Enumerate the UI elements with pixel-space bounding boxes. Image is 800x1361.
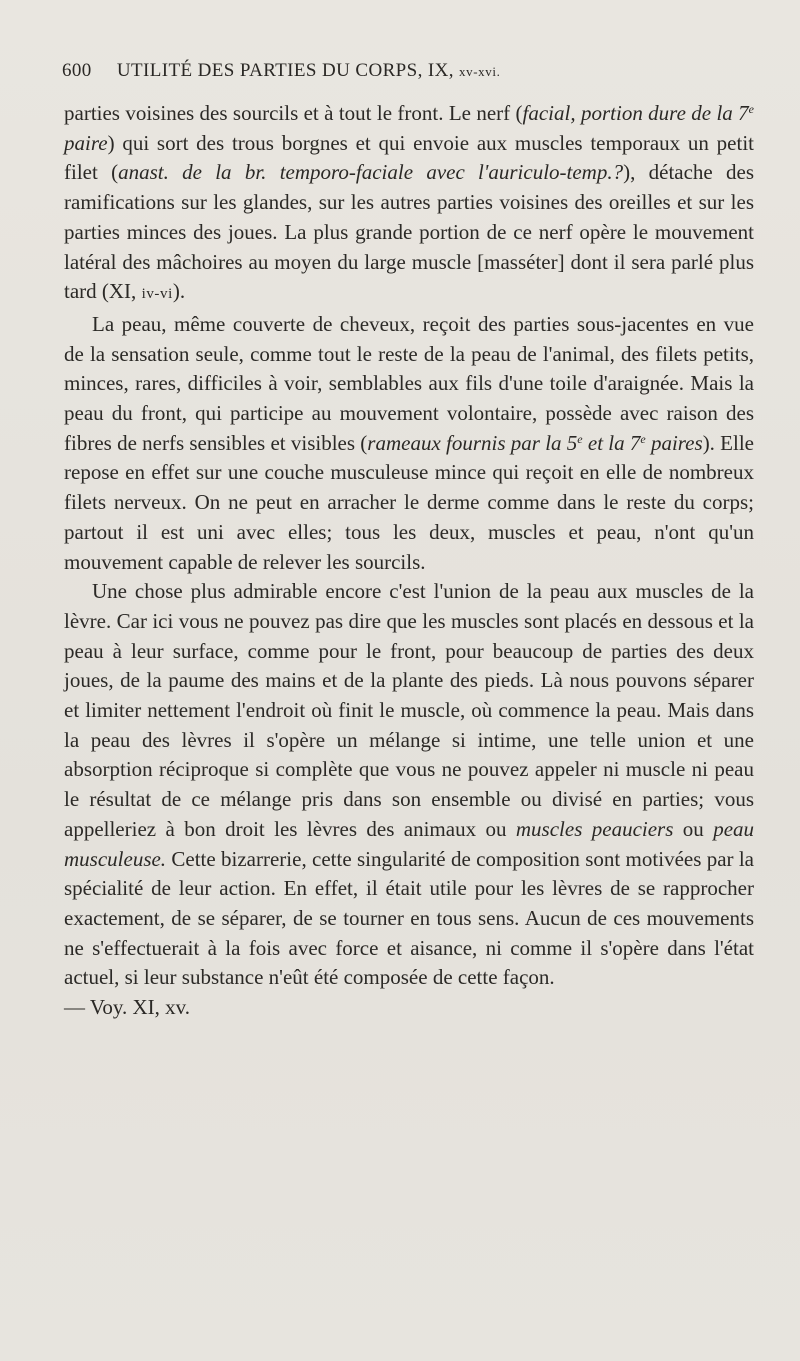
italic-run — [367, 431, 702, 455]
text-run: facial, portion dure de la 7 — [522, 101, 749, 125]
text-run: paire — [64, 130, 108, 155]
text-run: ), détache des ramifications sur les glandes, sur les autres parties voisines des oreilles et sur les parties minces des joues. La plus grande portion de ce nerf opère le mouvement latéral des mâchoires au moyen du large muscle [masséter] dont il sera parlé plus tard (XI, — [64, 160, 755, 304]
text-run: Cette bizarrerie, cette singularité de composition sont motivées par la spécialité de leur action. En effet, il était utile pour les lèvres de se rapprocher exactement, de se séparer, de se tourner en tous sens. Aucun de ces mouvements ne s'effectuerait à la fois avec force et aisance, ni comme il s'opère dans l'état actuel, si leur substance n'eût été composée de cette façon. — [64, 846, 754, 990]
running-title: UTILITÉ DES PARTIES DU CORPS, IX, — [116, 60, 454, 81]
text-run: Une chose plus admirable encore c'est l'union de la peau aux muscles de la lèvre. Car ici vous ne pouvez pas dire que les muscles sont placés en dessous et la peau à leur surface, comme pour le front, pour beaucoup de parties des deux joues, de la paume des mains et de la plante des pieds. Là nous pouvons séparer et limiter nettement l'endroit où finit le muscle, où commence la peau. Mais dans la peau des lèvres il s'opère un mélange si intime, une telle union et une absorption réciproque si complète que vous ne pouvez appeler ni muscle ni peau le résultat de ce mélange pris dans son ensemble ou divisé en parties; vous appelleriez à bon droit les lèvres des animaux ou — [64, 579, 754, 841]
italic-run: anast. de la br. temporo-faciale avec l'auriculo-temp.? — [118, 160, 624, 185]
superscript: e — [640, 431, 646, 446]
section-reference: xv-xvi. — [459, 64, 501, 79]
paragraph-3 — [64, 577, 754, 993]
paragraph-4 — [64, 993, 754, 1023]
text-run: paires — [645, 430, 703, 455]
text-run: La peau, même couverte de cheveux, reçoit des parties sous-jacentes en vue de la sensation seule, comme tout le reste de la peau de l'animal, des filets petits, minces, rares, difficiles à voir, semblables aux fils d'une toile d'araignée. Mais la peau du front, qui participe au mouvement volontaire, possède avec raison des fibres de nerfs sensibles et visibles ( — [64, 311, 754, 455]
body-text — [64, 99, 754, 1023]
text-run: ). — [172, 279, 186, 304]
running-header — [62, 60, 752, 82]
text-run: — Voy. XI, xv. — [64, 995, 191, 1020]
paragraph-2 — [64, 310, 754, 577]
paragraph-1 — [64, 99, 754, 310]
text-run: rameaux fournis par la 5 — [367, 430, 578, 455]
text-run: ou — [673, 816, 714, 841]
small-caps-run: iv-vi — [141, 286, 173, 303]
text-run: parties voisines des sourcils et à tout le front. Le nerf ( — [64, 101, 523, 125]
text-run: et la 7 — [582, 430, 641, 455]
text-run: ). Elle repose en effet sur une couche musculeuse mince qui reçoit en elle de nombreux filets nerveux. On ne peut en arracher le derme comme dans le reste du corps; partout il est uni avec elles; tous les deux, muscles et peau, n'ont qu'un mouvement capable de relever les sourcils. — [64, 430, 755, 574]
italic-run: peau musculeuse. — [64, 816, 755, 871]
superscript: e — [748, 102, 754, 116]
italic-run: muscles peauciers — [515, 816, 674, 841]
page-number: 600 — [62, 60, 92, 81]
superscript: e — [577, 431, 583, 446]
text-run: ) qui sort des trous borgnes et qui envoie aux muscles temporaux un petit filet ( — [64, 130, 754, 185]
